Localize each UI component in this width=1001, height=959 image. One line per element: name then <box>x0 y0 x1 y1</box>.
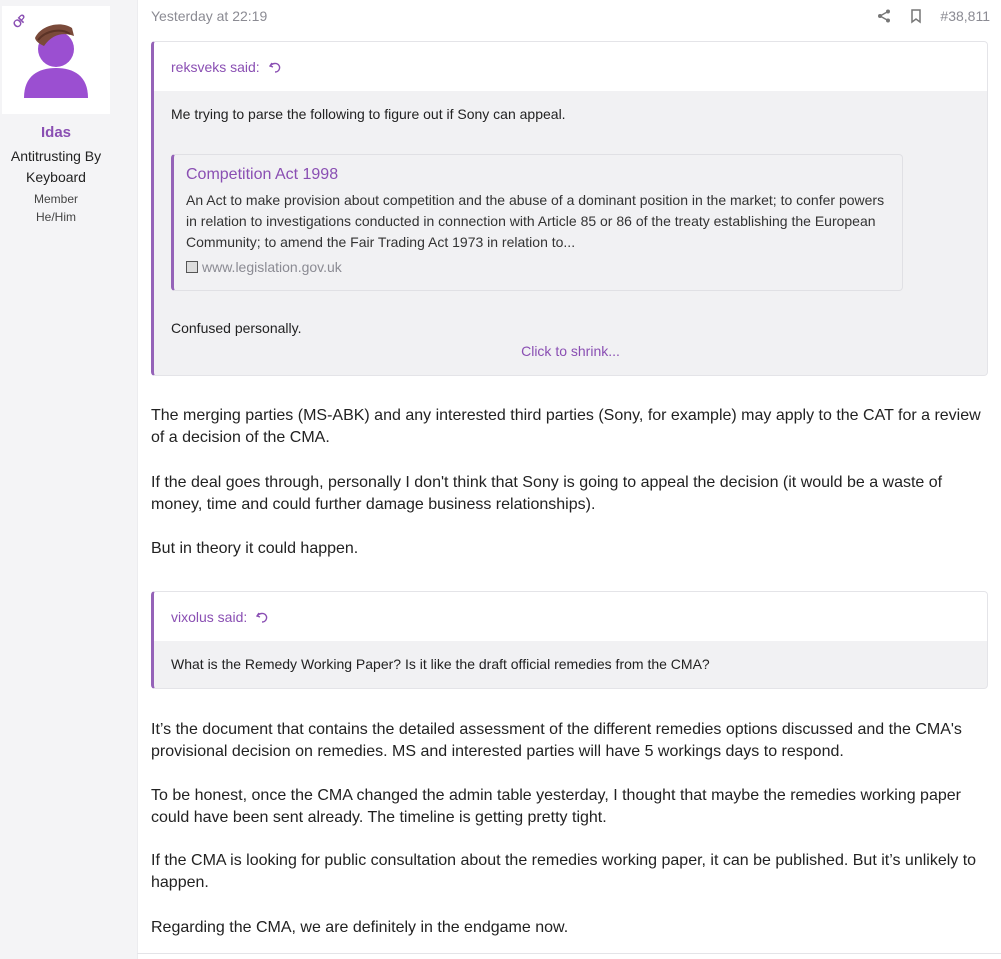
favicon-icon <box>186 261 198 273</box>
post-paragraph: It’s the document that contains the detailed assessment of the different remedies options discussed and the CMA's provisional decision on remedies. MS and interested parties will have 5 workings days to respond. <box>151 721 962 760</box>
bookmark-icon[interactable] <box>908 8 924 24</box>
quote-author[interactable]: vixolus said: <box>171 608 248 625</box>
post-paragraph: The merging parties (MS-ABK) and any interested third parties (Sony, for example) may apply to the CAT for a review of a decision of the CMA. <box>151 407 981 446</box>
post-date[interactable]: Yesterday at 22:19 <box>151 8 268 24</box>
post-actions <box>876 8 990 24</box>
click-to-shrink[interactable]: Click to shrink... <box>521 343 620 359</box>
quote-author[interactable]: reksveks said: <box>171 58 260 75</box>
embed-site[interactable] <box>186 259 890 275</box>
post-paragraph: To be honest, once the CMA changed the admin table yesterday, I thought that maybe the remedies working paper could have been sent already. The timeline is getting pretty tight. <box>151 787 961 826</box>
user-title: Antitrusting By Keyboard <box>10 148 102 185</box>
quote-block-reksveks <box>151 41 988 376</box>
username[interactable]: Idas <box>40 124 71 141</box>
quote-text: What is the Remedy Working Paper? Is it like the draft official remedies from the CMA? <box>171 656 710 672</box>
share-icon[interactable] <box>876 8 892 24</box>
quote-header[interactable] <box>154 42 987 91</box>
user-pronouns: He/Him <box>35 210 76 224</box>
embed-site-url[interactable]: www.legislation.gov.uk <box>202 259 342 275</box>
post-paragraph: If the CMA is looking for public consultation about the remedies working paper, it can be published. But it’s unlikely to happen. <box>151 852 977 891</box>
jump-to-quote-icon[interactable] <box>268 60 282 74</box>
quote-body <box>154 91 987 376</box>
user-role: Member <box>33 192 78 206</box>
quote-block-vixolus <box>151 591 988 689</box>
post-divider <box>137 953 1001 954</box>
link-embed[interactable] <box>171 154 903 291</box>
jump-to-quote-icon[interactable] <box>255 610 269 624</box>
post-paragraph: Regarding the CMA, we are definitely in the endgame now. <box>151 919 569 936</box>
embed-description: An Act to make provision about competition and the abuse of a dominant position in the market; to confer powers in relation to investigations conducted in connection with Article 85 or 86 of the treaty establishing the European Community; to amend the Fair Trading Act 1973 in relation to... <box>186 192 885 250</box>
post-paragraph: But in theory it could happen. <box>151 540 359 557</box>
quote-body <box>154 641 987 689</box>
op-badge: OP <box>10 12 30 32</box>
quote-text: Me trying to parse the following to figure out if Sony can appeal. <box>171 106 566 122</box>
quote-text-2: Confused personally. <box>171 320 302 336</box>
user-sidebar <box>0 0 138 959</box>
embed-title[interactable]: Competition Act 1998 <box>186 166 339 183</box>
quote-header[interactable] <box>154 592 987 641</box>
post-paragraph: If the deal goes through, personally I don't think that Sony is going to appeal the decision (it would be a waste of money, time and could further damage business relationships). <box>151 474 943 513</box>
post-number[interactable]: #38,811 <box>940 8 990 24</box>
